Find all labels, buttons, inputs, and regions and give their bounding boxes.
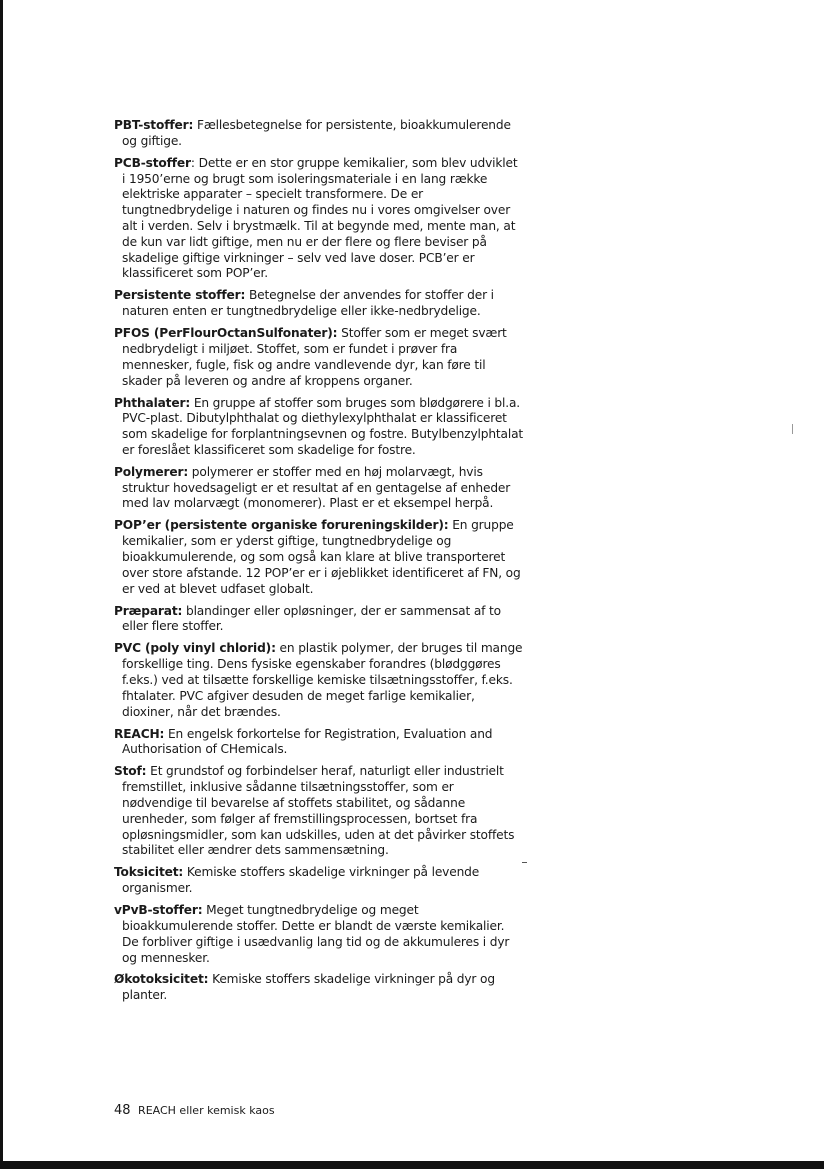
glossary-entry: [114, 465, 524, 512]
glossary-term: PFOS (PerFlourOctanSulfonater):: [114, 326, 338, 341]
glossary-term: Polymerer:: [114, 464, 189, 479]
glossary-entry: [114, 641, 524, 720]
glossary-term: Økotoksicitet:: [114, 972, 209, 987]
glossary-entry: [114, 156, 524, 282]
glossary-term: POP’er (persistente organiske forureningskilder):: [114, 518, 449, 533]
glossary-term: vPvB-stoffer:: [114, 903, 203, 918]
glossary-definition: Kemiske stoffers skadelige virkninger på levende organismer.: [122, 865, 480, 896]
publication-title: REACH eller kemisk kaos: [138, 1104, 275, 1117]
glossary-definition: polymerer er stoffer med en høj molarvægt, hvis struktur hovedsageligt er et resultat af en gentagelse af enheder med lav molarvægt (monomerer). Plast er et eksempel herpå.: [122, 464, 511, 511]
glossary-entry: [114, 396, 524, 459]
glossary-definition: Betegnelse der anvendes for stoffer der i naturen enten er tungtnedbrydelige eller ikke-nedbrydelige.: [122, 288, 494, 319]
glossary-term: PVC (poly vinyl chlorid):: [114, 641, 276, 656]
glossary-definition: En gruppe kemikalier, som er yderst giftige, tungtnedbrydelige og bioakkumulerende, og som også kan klare at blive transporteret over store afstande. 12 POP’er er i øjeblikket identificeret af FN, og er ved at blevet udfaset globalt.: [122, 518, 521, 596]
glossary-term: Persistente stoffer:: [114, 288, 246, 303]
glossary-term: Stof:: [114, 764, 147, 779]
glossary-term: PCB-stoffer: [114, 155, 191, 170]
glossary-entry: [114, 604, 524, 636]
glossary-list: [114, 118, 524, 1010]
glossary-term: Toksicitet:: [114, 865, 184, 880]
glossary-definition: blandinger eller opløsninger, der er sammensat af to eller flere stoffer.: [122, 603, 501, 634]
glossary-entry: [114, 326, 524, 389]
glossary-definition: : Dette er en stor gruppe kemikalier, som blev udviklet i 1950’erne og brugt som isoleringsmateriale i en lang række elektriske apparater – specielt transformere. De er tungtnedbrydelige i naturen og findes nu i vores omgivelser over alt i verden. Selv i brystmælk. Til at begynde med, mente man, at de kun var lidt giftige, men nu er der flere og flere beviser på skadelige giftige virkninger – selv ved lave doser. PCB’er er klassificeret som POP’er.: [122, 155, 518, 281]
glossary-entry: [114, 865, 524, 897]
page-number: 48: [114, 1103, 131, 1118]
glossary-entry: [114, 288, 524, 320]
glossary-definition: Meget tungtnedbrydelige og meget bioakkumulerende stoffer. Dette er blandt de værste kemikalier. De forbliver giftige i usædvanlig lang tid og de akkumuleres i dyr og mennesker.: [122, 903, 510, 965]
glossary-term: REACH:: [114, 726, 165, 741]
page-footer: [114, 1104, 275, 1118]
page-edge-left: [0, 0, 3, 1169]
glossary-definition: Et grundstof og forbindelser heraf, naturligt eller industrielt fremstillet, inklusive sådanne tilsætningsstoffer, som er nødvendige til bevarelse af stoffets stabilitet, og sådanne urenheder, som følger af fremstillingsprocessen, bortset fra opløsningsmidler, som kan udskilles, uden at det påvirker stoffets stabilitet eller ændrer dets sammensætning.: [122, 764, 515, 858]
page-edge-bottom: [0, 1161, 824, 1169]
glossary-definition: En engelsk forkortelse for Registration, Evaluation and Authorisation of CHemicals.: [122, 726, 493, 757]
glossary-entry: [114, 972, 524, 1004]
glossary-definition: Fællesbetegnelse for persistente, bioakkumulerende og giftige.: [122, 118, 511, 148]
glossary-definition: Stoffer som er meget svært nedbrydeligt i miljøet. Stoffet, som er fundet i prøver fra mennesker, fugle, fisk og andre vandlevende dyr, kan føre til skader på leveren og andre af kroppens organer.: [122, 326, 507, 388]
glossary-term: Phthalater:: [114, 395, 191, 410]
scan-speck: [792, 424, 793, 434]
glossary-definition: Kemiske stoffers skadelige virkninger på dyr og planter.: [122, 972, 495, 1003]
glossary-definition: En gruppe af stoffer som bruges som blødgørere i bl.a. PVC-plast. Dibutylphthalat og diethylexylphthalat er klassificeret som skadelige for forplantningsevnen og fostre. Butylbenzylphtalat er foreslået klassificeret som skadelige for fostre.: [122, 395, 524, 457]
glossary-entry: [114, 518, 524, 597]
glossary-entry: [114, 903, 524, 966]
glossary-definition: en plastik polymer, der bruges til mange forskellige ting. Dens fysiske egenskaber forandres (blødggøres f.eks.) ved at tilsætte forskellige kemiske tilsætningsstoffer, f.eks. fhtalater. PVC afgiver desuden de meget farlige kemikalier, dioxiner, når det brændes.: [122, 641, 523, 719]
glossary-entry: [114, 764, 524, 859]
glossary-term: PBT-stoffer:: [114, 118, 194, 132]
glossary-term: Præparat:: [114, 603, 183, 618]
glossary-entry: [114, 118, 524, 150]
glossary-entry: [114, 727, 524, 759]
